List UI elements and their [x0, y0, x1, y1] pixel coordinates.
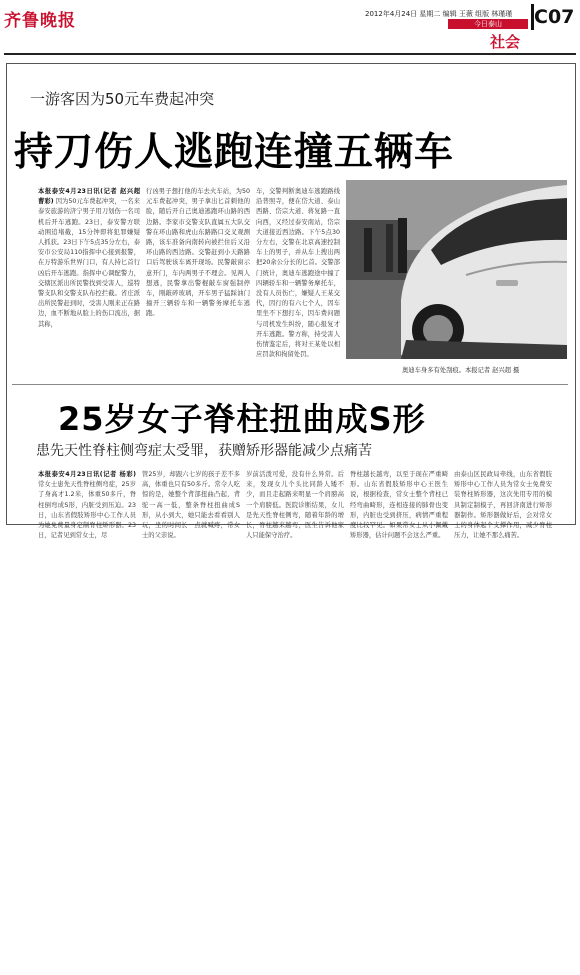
- article2-subtitle: 患先天性脊柱侧弯症太受罪，获赠矫形器能减少点痛苦: [36, 443, 372, 459]
- region-tag: 今日泰山: [448, 19, 528, 29]
- header-rule: [4, 53, 576, 55]
- article2-column-2: 管25岁，却跟六七岁的孩子差不多高，体重也只有50多斤。常令人吃惊的是，她整个背部扭曲凸起，背驼一高一低，整条脊柱扭曲成S形，从小到大，她只能去看看别人玩，坐的时间长一点就喊疼，常女士的父亲说。: [142, 471, 240, 540]
- article1-lead: 本报泰安4月23日讯(记者 赵兴超 曹彩): [38, 188, 140, 206]
- article2-lead: 本报泰安4月23日讯(记者 杨彩): [38, 471, 136, 478]
- photo-caption: 奥迪车身多有处刮痕。本报记者 赵兴超 摄: [402, 367, 520, 374]
- article2-column-4: 脊柱越长越弯，以至于现在严重畸形。山东省假肢矫形中心王医生说，根据检查，常女士整个背柱已经弯曲畸形，连相连接的肺骨也变形，内脏也受到挤压，病情严重程度比较罕见。如果常女士从小佩戴矫形器，估计问题不会这么严重。: [350, 471, 448, 540]
- article1-column-2: 行凶男子想打他的车去火车站，为50元车费起冲突，男子拿出匕首刺他的脸，随后开自己奥迪逃跑环山路的西边路。李家市交警支队直属五大队交警在环山路和虎山东路路口交叉观测路，该车准备向南转向被拦住后又沿环山路的西边路。交警赶到小天路路口后驾驶该车离开现场。民警敲窗示意开门，车内两男子不理会。见两人想逃，民警拿出警棍敲车窗强制停车，刚敲碎玻璃，开车男子猛踩油门撞开三辆轿车和一辆警务摩托车逃跑。: [146, 188, 250, 318]
- article2-column-3: 岁前活泼可爱，没有什么异常。后来，发现女儿个头比同龄人矮不少，而且走起路来明显一个肩膀高一个肩膀低。医院诊断结果，女儿是先天性脊柱侧弯，随着年龄的增长，脊柱越来越弯，医生告诉他家人只能保守治疗。: [246, 471, 344, 540]
- article2-column-5: 由泰山区民政局牵线，山东省假肢矫形中心工作人员为常女士免费安装脊柱矫形器，这次先用专用的模具制定制模子，再回济南进行矫形器制作。矫形器做好后，会对常女士的身体起个支撑作用，减少脊柱压力，让她不那么痛苦。: [454, 471, 552, 540]
- article1-column-3: 车，交警判断奥迪车逃跑路线沿普照寺，便在岱大道、泰山西路、岱宗大道、蒋复路一直向西，又经过泰安南站，岱宗大道接近西边路。下午5点30分左右，交警在北京高速控制车上的男子，并从车上搜出两把20余公分长的匕首。交警部门统计，奥迪车逃跑途中撞了四辆轿车和一辆警务摩托车，没有人员伤亡，嫌疑人王某交代，因行的有六七个人，因车里坐不下想打车，因车费问题与司机发生纠纷，随心报复才开车逃跑。警方称，持受害人伤情鉴定后，将对王某处以相应罚款和拘留处罚。: [256, 188, 340, 359]
- article1-subtitle: 一游客因为50元车费起冲突: [30, 90, 215, 108]
- news-photo: [346, 180, 567, 359]
- page-number: C07: [534, 6, 575, 28]
- dateline: 2012年4月24日 星期二 编辑 王薇 组版 林瑾瑾: [365, 10, 513, 18]
- section-title: 社会: [490, 33, 521, 51]
- article2-column-1: [38, 470, 136, 540]
- article1-column-1: [38, 187, 140, 382]
- article2-headline: 25岁女子脊柱扭曲成S形: [58, 400, 426, 438]
- article1-headline: 持刀伤人逃跑连撞五辆车: [14, 130, 455, 175]
- article-divider: [12, 384, 568, 385]
- article2-col1-text: 常女士患先天性脊柱侧弯症，25岁了身高才1.2米，体重50多斤，脊柱倒弯成S形，内脏受到压迫。23日，山东省假肢矫形中心工作人员为她免费量身定制脊柱矫形器。23日，记者见到常女士，尽: [38, 481, 136, 540]
- masthead: 齐鲁晚报: [4, 11, 76, 31]
- car-photo-image: [346, 180, 567, 359]
- article1-col1-text: 因为50元车费起冲突，一名来泰安旅游的济宁男子用刀划伤一名司机后开车逃跑。23日，泰安警方联动围追堵截，15分钟即将犯罪嫌疑人抓获。23日下午5点35分左右，泰安市公安局110指挥中心接到报警，在万特游乐世界门口，有人持匕首行凶后开车逃跑。指挥中心调配警力，交辖区派出所民警找到受害人，巡特警支队和交警支队布控拦截。省庄派出所民警赶到时，受害人刚来正在路边，血不断地从脸上的伤口流出，据其称，: [38, 198, 141, 328]
